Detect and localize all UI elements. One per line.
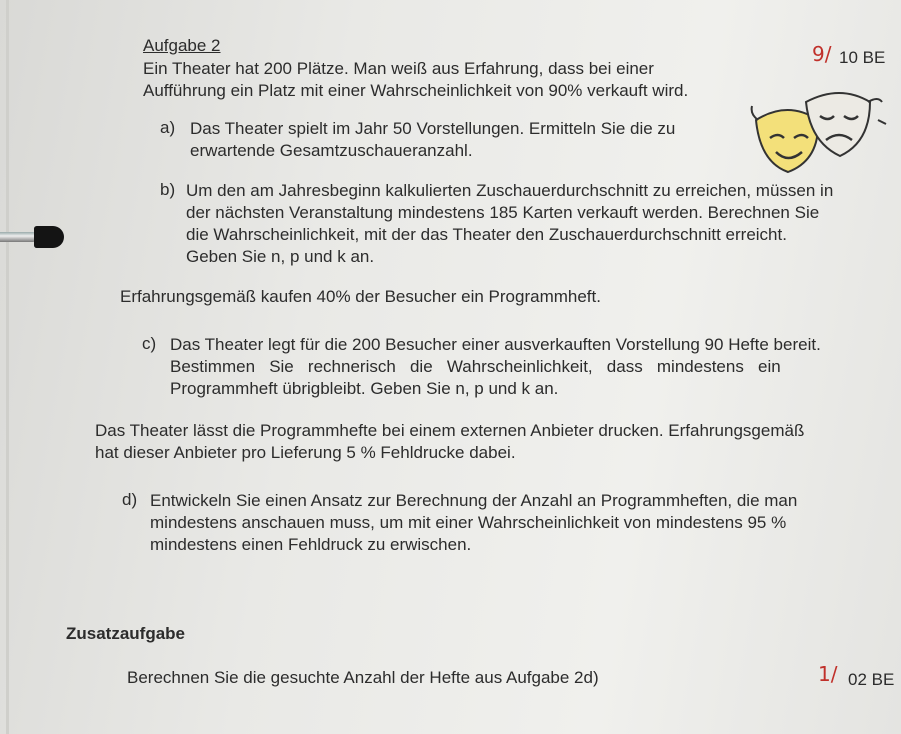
item-a-label: a)	[160, 118, 176, 137]
bonus-title: Zusatzaufgabe	[66, 624, 186, 643]
bonus-text: Berechnen Sie die gesuchte Anzahl der Hefte aus Aufgabe 2d)	[127, 668, 599, 687]
text-line: Ein Theater hat 200 Plätze. Man weiß aus Erfahrung, dass bei einer	[143, 59, 654, 78]
item-b-label: b)	[160, 180, 176, 199]
text-line: mindestens einen Fehldruck zu erwischen.	[150, 535, 472, 554]
text-line: Geben Sie n, p und k an.	[186, 247, 375, 266]
item-c-label: c)	[142, 334, 157, 353]
note-programmheft: Erfahrungsgemäß kaufen 40% der Besucher ein Programmheft.	[120, 287, 601, 306]
theater-masks-icon	[748, 80, 888, 190]
item-d-text	[150, 490, 797, 556]
text-line: Entwickeln Sie einen Ansatz zur Berechnung der Anzahl an Programmheften, die man	[150, 491, 798, 510]
text-line: Um den am Jahresbeginn kalkulierten Zuschauerdurchschnitt zu erreichen, müssen in	[186, 181, 834, 200]
handwritten-score: 9/	[812, 42, 832, 66]
task-points: 10 BE	[839, 48, 886, 67]
item-b-text	[186, 180, 833, 268]
task-title: Aufgabe 2	[143, 36, 221, 55]
text-line: Bestimmen Sie rechnerisch die Wahrscheinlichkeit, dass mindestens ein	[170, 357, 781, 376]
text-line: der nächsten Veranstaltung mindestens 185 Karten verkauft werden. Berechnen Sie	[186, 203, 820, 222]
text-line: die Wahrscheinlichkeit, mit der das Theater den Zuschauerdurchschnitt erreicht.	[186, 225, 787, 244]
text-line: Aufführung ein Platz mit einer Wahrscheinlichkeit von 90% verkauft wird.	[143, 81, 689, 100]
item-c-text	[170, 334, 821, 400]
text-line: hat dieser Anbieter pro Lieferung 5 % Fehldrucke dabei.	[95, 443, 516, 462]
bonus-handwritten-score: 1/	[818, 662, 838, 686]
task-intro	[143, 58, 688, 102]
text-line: Programmheft übrigbleibt. Geben Sie n, p und k an.	[170, 379, 559, 398]
note-druck	[95, 420, 804, 464]
item-d-label: d)	[122, 490, 138, 509]
text-line: Das Theater spielt im Jahr 50 Vorstellungen. Ermitteln Sie die zu	[190, 119, 676, 138]
bonus-points: 02 BE	[848, 670, 895, 689]
text-line: erwartende Gesamtzuschaueranzahl.	[190, 141, 473, 160]
text-line: mindestens anschauen muss, um mit einer Wahrscheinlichkeit von mindestens 95 %	[150, 513, 787, 532]
text-line: Das Theater lässt die Programmhefte bei einem externen Anbieter drucken. Erfahrungsgemäß	[95, 421, 805, 440]
item-a-text	[190, 118, 675, 162]
binder-clip	[0, 224, 60, 252]
text-line: Das Theater legt für die 200 Besucher einer ausverkauften Vorstellung 90 Hefte bereit.	[170, 335, 821, 354]
paper-edge	[6, 0, 9, 734]
